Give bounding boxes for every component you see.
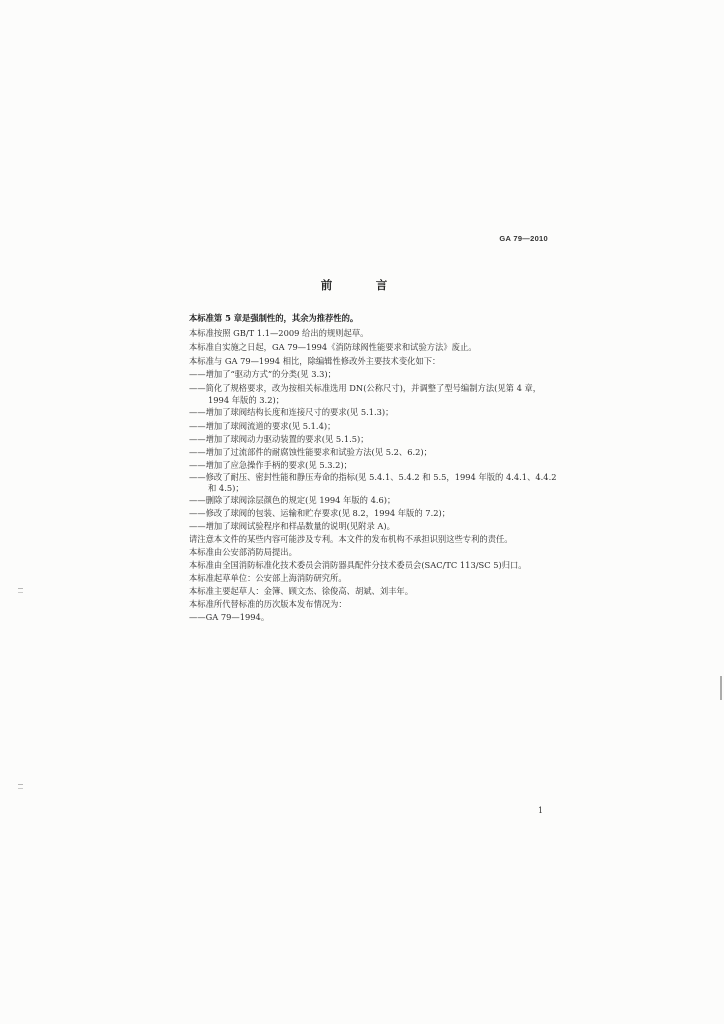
change-list-item: ——增加了球阀流道的要求(见 5.1.4)； xyxy=(189,421,336,431)
body-line: 本标准由全国消防标准化技术委员会消防器具配件分技术委员会(SAC/TC 113/SC 5)归口。 xyxy=(189,560,527,570)
body-line: 本标准第 5 章是强制性的，其余为推荐性的。 xyxy=(189,313,359,323)
change-list-item: ——增加了“驱动方式”的分类(见 3.3)； xyxy=(189,369,336,379)
body-line: 本标准自实施之日起，GA 79—1994《消防球阀性能要求和试验方法》废止。 xyxy=(189,342,477,352)
page-number: 1 xyxy=(538,806,544,815)
change-list-item: ——增加了球阀结构长度和连接尺寸的要求(见 5.1.3)； xyxy=(189,407,394,417)
version-history-item: ——GA 79—1994。 xyxy=(189,612,270,622)
change-list-item-continuation: 1994 年版的 3.2)； xyxy=(208,395,285,405)
section-title: 前 言 xyxy=(320,278,404,292)
change-list-item: ——修改了耐压、密封性能和静压寿命的指标(见 5.4.1、5.4.2 和 5.5，1994 年版的 4.4.1、4.4.2 xyxy=(189,472,557,482)
change-list-item-continuation: 和 4.5)； xyxy=(208,483,244,493)
body-line: 本标准按照 GB/T 1.1—2009 给出的规则起草。 xyxy=(189,328,369,338)
body-line: 本标准所代替标准的历次版本发布情况为： xyxy=(189,599,347,609)
body-line: 本标准起草单位：公安部上海消防研究所。 xyxy=(189,573,347,583)
change-list-item: ——简化了规格要求，改为按相关标准选用 DN(公称尺寸)，并调整了型号编制方法(见第 4 章， xyxy=(189,383,542,393)
change-list-item: ——增加了球阀动力驱动装置的要求(见 5.1.5)； xyxy=(189,434,369,444)
document-code: GA 79—2010 xyxy=(499,234,548,243)
scan-edge-artifact xyxy=(720,676,722,700)
body-line: 本标准由公安部消防局提出。 xyxy=(189,547,297,557)
body-line: 本标准主要起草人：金簿、顾文杰、徐俊高、胡斌、刘丰年。 xyxy=(189,586,414,596)
change-list-item: ——修改了球阀的包装、运输和贮存要求(见 8.2，1994 年版的 7.2)； xyxy=(189,508,451,518)
scan-artifact xyxy=(18,784,23,789)
change-list-item: ——增加了球阀试验程序和样品数量的说明(见附录 A)。 xyxy=(189,521,395,531)
scan-artifact xyxy=(18,588,23,593)
change-list-item: ——增加了过流部件的耐腐蚀性能要求和试验方法(见 5.2、6.2)； xyxy=(189,447,432,457)
change-list-item: ——增加了应急操作手柄的要求(见 5.3.2)； xyxy=(189,460,352,470)
change-list-item: ——删除了球阀涂层颜色的规定(见 1994 年版的 4.6)； xyxy=(189,495,396,505)
patent-notice: 请注意本文件的某些内容可能涉及专利。本文件的发布机构不承担识别这些专利的责任。 xyxy=(189,534,513,544)
body-line: 本标准与 GA 79—1994 相比，除编辑性修改外主要技术变化如下： xyxy=(189,356,441,366)
